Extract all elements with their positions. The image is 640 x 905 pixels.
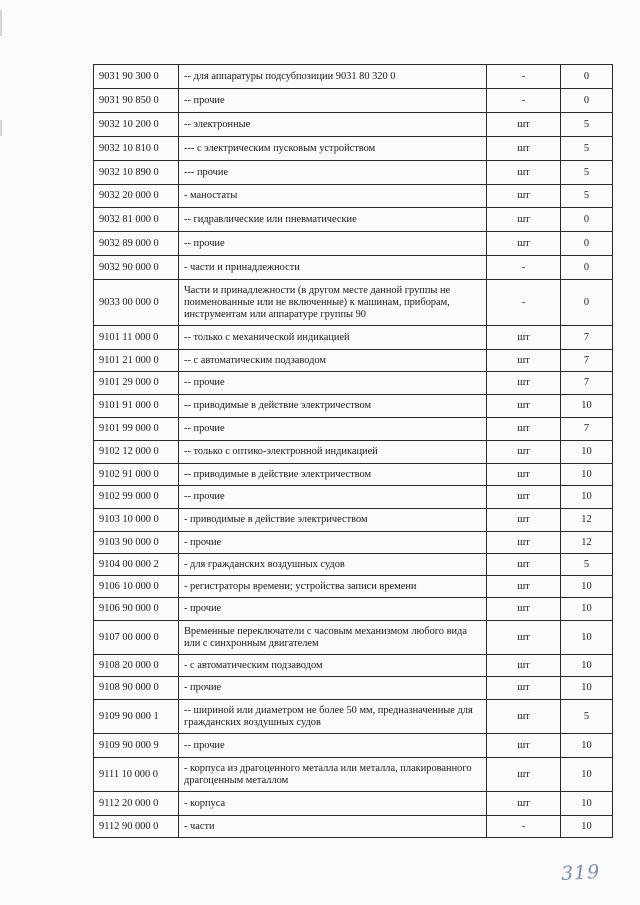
description-cell: -- прочие (179, 418, 487, 441)
table-row (94, 554, 613, 576)
rate-cell: 5 (561, 137, 613, 161)
table-row (94, 418, 613, 441)
tariff-code-cell: 9031 90 850 0 (94, 89, 179, 113)
description-cell: -- прочие (179, 734, 487, 758)
description-cell: - прочие (179, 532, 487, 554)
rate-cell: 10 (561, 792, 613, 816)
tariff-code-cell: 9033 00 000 0 (94, 280, 179, 326)
unit-cell: шт (487, 576, 561, 598)
description-cell: -- приводимые в действие электричеством (179, 464, 487, 486)
description-cell: -- с автоматическим подзаводом (179, 350, 487, 372)
table-row (94, 758, 613, 792)
description-cell: -- прочие (179, 486, 487, 509)
description-cell: Части и принадлежности (в другом месте данной группы не поименованные или не включенные) к машинам, приборам, инструментам или аппаратуре группы 90 (179, 280, 487, 326)
description-cell: -- только с механической индикацией (179, 326, 487, 350)
table-row (94, 350, 613, 372)
description-cell: - с автоматическим подзаводом (179, 655, 487, 677)
rate-cell: 10 (561, 464, 613, 486)
tariff-code-cell: 9031 90 300 0 (94, 65, 179, 89)
table-row (94, 161, 613, 185)
table-row (94, 655, 613, 677)
table-row (94, 677, 613, 700)
rate-cell: 0 (561, 65, 613, 89)
table-row (94, 792, 613, 816)
handwritten-page-number: 319 (560, 860, 601, 886)
tariff-code-cell: 9032 10 890 0 (94, 161, 179, 185)
table-row (94, 395, 613, 418)
rate-cell: 10 (561, 734, 613, 758)
unit-cell: шт (487, 113, 561, 137)
unit-cell: шт (487, 655, 561, 677)
rate-cell: 10 (561, 598, 613, 621)
rate-cell: 12 (561, 532, 613, 554)
rate-cell: 5 (561, 554, 613, 576)
tariff-table (93, 64, 613, 838)
unit-cell: шт (487, 700, 561, 734)
description-cell: -- только с оптико-электронной индикацией (179, 441, 487, 464)
unit-cell: шт (487, 486, 561, 509)
table-row (94, 113, 613, 137)
table-row (94, 232, 613, 256)
rate-cell: 10 (561, 816, 613, 838)
table-row (94, 734, 613, 758)
unit-cell: шт (487, 554, 561, 576)
unit-cell: - (487, 816, 561, 838)
table-row (94, 509, 613, 532)
unit-cell: шт (487, 464, 561, 486)
rate-cell: 5 (561, 185, 613, 208)
tariff-code-cell: 9101 99 000 0 (94, 418, 179, 441)
unit-cell: шт (487, 232, 561, 256)
description-cell: - прочие (179, 598, 487, 621)
unit-cell: шт (487, 441, 561, 464)
unit-cell: шт (487, 509, 561, 532)
tariff-code-cell: 9101 91 000 0 (94, 395, 179, 418)
description-cell: -- для аппаратуры подсубпозиции 9031 80 320 0 (179, 65, 487, 89)
tariff-code-cell: 9032 90 000 0 (94, 256, 179, 280)
description-cell: - части (179, 816, 487, 838)
table-row (94, 816, 613, 838)
description-cell: --- прочие (179, 161, 487, 185)
description-cell: -- шириной или диаметром не более 50 мм, предназначенные для гражданских воздушных судов (179, 700, 487, 734)
tariff-code-cell: 9111 10 000 0 (94, 758, 179, 792)
rate-cell: 0 (561, 208, 613, 232)
table-row (94, 137, 613, 161)
tariff-code-cell: 9109 90 000 9 (94, 734, 179, 758)
rate-cell: 7 (561, 372, 613, 395)
table-row (94, 486, 613, 509)
tariff-code-cell: 9108 20 000 0 (94, 655, 179, 677)
description-cell: - корпуса из драгоценного металла или металла, плакированного драгоценным металлом (179, 758, 487, 792)
unit-cell: шт (487, 792, 561, 816)
unit-cell: - (487, 256, 561, 280)
table-body (94, 65, 613, 838)
description-cell: - маностаты (179, 185, 487, 208)
tariff-code-cell: 9032 89 000 0 (94, 232, 179, 256)
unit-cell: шт (487, 758, 561, 792)
table-row (94, 256, 613, 280)
rate-cell: 12 (561, 509, 613, 532)
description-cell: - корпуса (179, 792, 487, 816)
tariff-code-cell: 9106 90 000 0 (94, 598, 179, 621)
tariff-code-cell: 9032 81 000 0 (94, 208, 179, 232)
rate-cell: 7 (561, 350, 613, 372)
tariff-code-cell: 9104 00 000 2 (94, 554, 179, 576)
unit-cell: шт (487, 208, 561, 232)
unit-cell: шт (487, 137, 561, 161)
table-row (94, 598, 613, 621)
tariff-code-cell: 9103 10 000 0 (94, 509, 179, 532)
tariff-code-cell: 9102 99 000 0 (94, 486, 179, 509)
rate-cell: 10 (561, 677, 613, 700)
tariff-code-cell: 9032 20 000 0 (94, 185, 179, 208)
scan-edge-mark (0, 10, 2, 36)
unit-cell: - (487, 65, 561, 89)
table-row (94, 532, 613, 554)
unit-cell: шт (487, 734, 561, 758)
tariff-code-cell: 9101 11 000 0 (94, 326, 179, 350)
rate-cell: 0 (561, 280, 613, 326)
table-row (94, 464, 613, 486)
unit-cell: шт (487, 161, 561, 185)
description-cell: - прочие (179, 677, 487, 700)
rate-cell: 10 (561, 486, 613, 509)
description-cell: -- приводимые в действие электричеством (179, 395, 487, 418)
rate-cell: 10 (561, 395, 613, 418)
table-row (94, 185, 613, 208)
rate-cell: 10 (561, 576, 613, 598)
rate-cell: 0 (561, 232, 613, 256)
rate-cell: 10 (561, 441, 613, 464)
tariff-code-cell: 9101 29 000 0 (94, 372, 179, 395)
description-cell: - части и принадлежности (179, 256, 487, 280)
rate-cell: 10 (561, 621, 613, 655)
tariff-code-cell: 9107 00 000 0 (94, 621, 179, 655)
tariff-code-cell: 9108 90 000 0 (94, 677, 179, 700)
rate-cell: 7 (561, 418, 613, 441)
unit-cell: шт (487, 326, 561, 350)
rate-cell: 10 (561, 758, 613, 792)
rate-cell: 0 (561, 89, 613, 113)
description-cell: -- прочие (179, 372, 487, 395)
tariff-code-cell: 9102 91 000 0 (94, 464, 179, 486)
description-cell: -- гидравлические или пневматические (179, 208, 487, 232)
rate-cell: 7 (561, 326, 613, 350)
rate-cell: 5 (561, 161, 613, 185)
tariff-code-cell: 9102 12 000 0 (94, 441, 179, 464)
tariff-code-cell: 9106 10 000 0 (94, 576, 179, 598)
description-cell: - регистраторы времени; устройства записи времени (179, 576, 487, 598)
unit-cell: - (487, 280, 561, 326)
unit-cell: шт (487, 350, 561, 372)
table-row (94, 208, 613, 232)
table-row (94, 372, 613, 395)
table-row (94, 89, 613, 113)
unit-cell: шт (487, 418, 561, 441)
tariff-code-cell: 9103 90 000 0 (94, 532, 179, 554)
unit-cell: шт (487, 395, 561, 418)
unit-cell: шт (487, 532, 561, 554)
unit-cell: шт (487, 185, 561, 208)
description-cell: - приводимые в действие электричеством (179, 509, 487, 532)
description-cell: - для гражданских воздушных судов (179, 554, 487, 576)
tariff-code-cell: 9032 10 810 0 (94, 137, 179, 161)
table-row (94, 700, 613, 734)
rate-cell: 10 (561, 655, 613, 677)
description-cell: Временные переключатели с часовым механизмом любого вида или с синхронным двигателем (179, 621, 487, 655)
rate-cell: 5 (561, 700, 613, 734)
tariff-code-cell: 9032 10 200 0 (94, 113, 179, 137)
unit-cell: шт (487, 621, 561, 655)
table-row (94, 326, 613, 350)
table-row (94, 576, 613, 598)
rate-cell: 5 (561, 113, 613, 137)
unit-cell: - (487, 89, 561, 113)
tariff-code-cell: 9112 90 000 0 (94, 816, 179, 838)
unit-cell: шт (487, 677, 561, 700)
tariff-code-cell: 9112 20 000 0 (94, 792, 179, 816)
unit-cell: шт (487, 598, 561, 621)
tariff-code-cell: 9101 21 000 0 (94, 350, 179, 372)
description-cell: --- с электрическим пусковым устройством (179, 137, 487, 161)
rate-cell: 0 (561, 256, 613, 280)
scan-edge-mark (0, 120, 2, 136)
tariff-code-cell: 9109 90 000 1 (94, 700, 179, 734)
unit-cell: шт (487, 372, 561, 395)
table-row (94, 65, 613, 89)
table-row (94, 621, 613, 655)
table-row (94, 280, 613, 326)
description-cell: -- электронные (179, 113, 487, 137)
table-row (94, 441, 613, 464)
description-cell: -- прочие (179, 89, 487, 113)
description-cell: -- прочие (179, 232, 487, 256)
